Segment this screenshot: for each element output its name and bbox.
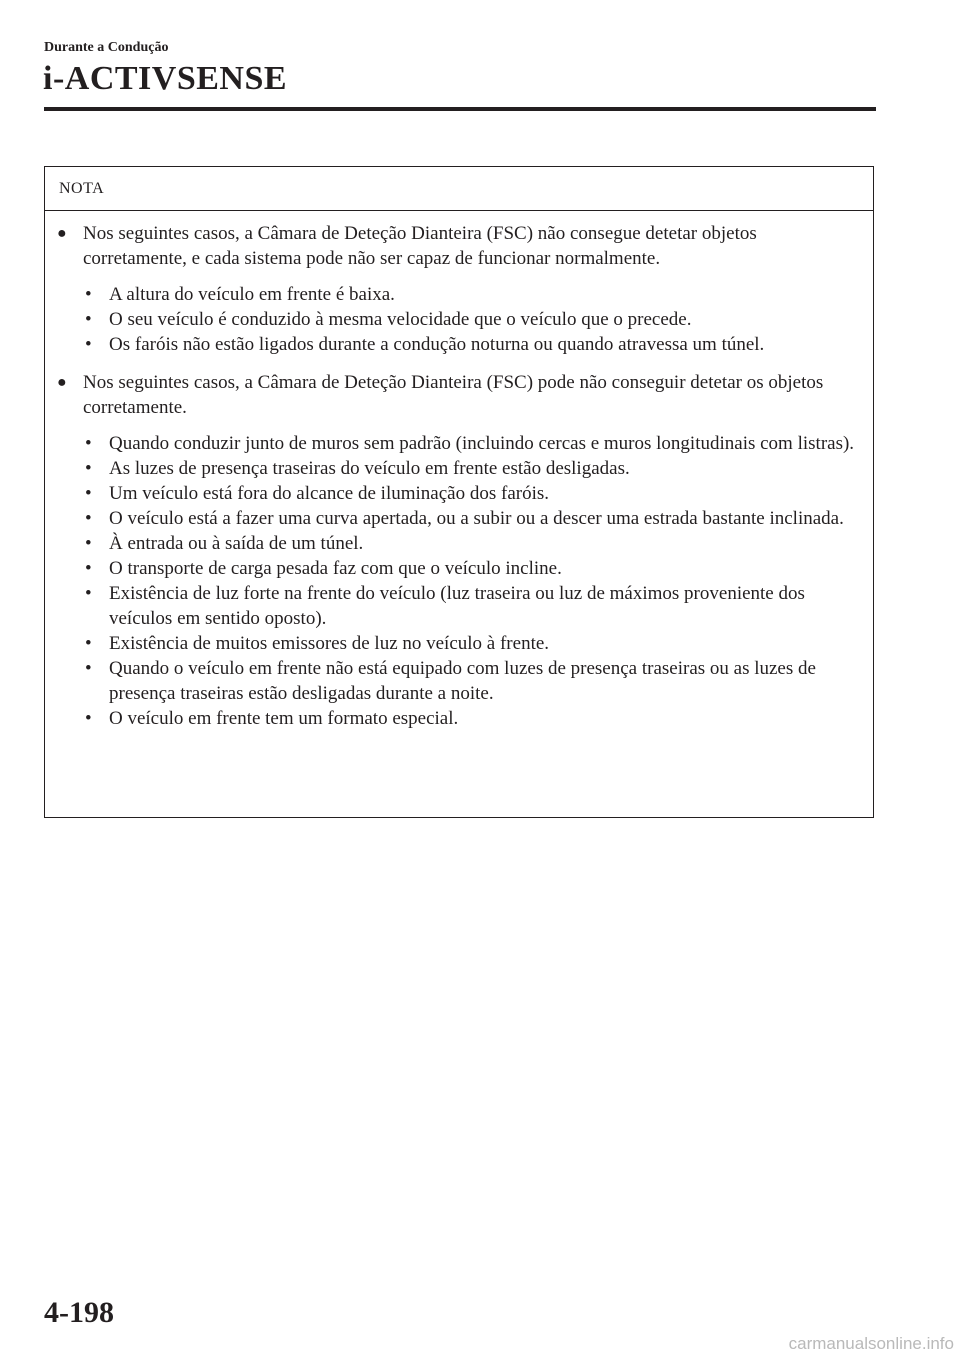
bullet-icon: •	[85, 708, 92, 729]
running-head: Durante a Condução	[44, 40, 169, 55]
title-rule	[44, 107, 876, 111]
list-item	[83, 506, 859, 531]
solid-bullet-icon: ●	[57, 225, 67, 242]
sub-list	[83, 431, 859, 731]
bullet-icon: •	[85, 334, 92, 355]
list-item	[83, 307, 859, 332]
list-item-text: Um veículo está fora do alcance de iluminação dos faróis.	[109, 483, 549, 504]
list-item-text: A altura do veículo em frente é baixa.	[109, 284, 395, 305]
sub-list	[83, 282, 859, 357]
list-item-text: Quando o veículo em frente não está equipado com luzes de presença traseiras ou as luzes de presença traseiras estão desligadas durante a noite.	[109, 658, 816, 704]
bullet-icon: •	[85, 309, 92, 330]
note-item	[45, 370, 873, 731]
page-title: i-ACTIVSENSE	[43, 60, 288, 97]
list-item-text: Existência de luz forte na frente do veículo (luz traseira ou luz de máximos proveniente dos veículos em sentido oposto).	[109, 583, 805, 629]
list-item-text: O transporte de carga pesada faz com que o veículo incline.	[109, 558, 562, 579]
list-item-text: O veículo está a fazer uma curva apertada, ou a subir ou a descer uma estrada bastante inclinada.	[109, 508, 844, 529]
list-item	[83, 656, 859, 706]
list-item	[83, 581, 859, 631]
list-item	[83, 531, 859, 556]
list-item-text: À entrada ou à saída de um túnel.	[109, 533, 364, 554]
list-item-text: Quando conduzir junto de muros sem padrão (incluindo cercas e muros longitudinais com listras).	[109, 433, 855, 454]
bullet-icon: •	[85, 508, 92, 529]
list-item-text: O seu veículo é conduzido à mesma velocidade que o veículo que o precede.	[109, 309, 692, 330]
bullet-icon: •	[85, 558, 92, 579]
list-item	[83, 706, 859, 731]
bullet-icon: •	[85, 483, 92, 504]
note-heading: NOTA	[45, 167, 873, 211]
note-item-text: Nos seguintes casos, a Câmara de Deteção Dianteira (FSC) não consegue detetar objetos corretamente, e cada sistema pode não ser capaz de funcionar normalmente.	[83, 223, 757, 269]
bullet-icon: •	[85, 633, 92, 654]
list-item	[83, 556, 859, 581]
note-item-text: Nos seguintes casos, a Câmara de Deteção Dianteira (FSC) pode não conseguir detetar os objetos corretamente.	[83, 372, 824, 418]
bullet-icon: •	[85, 284, 92, 305]
list-item-text: Os faróis não estão ligados durante a condução noturna ou quando atravessa um túnel.	[109, 334, 765, 355]
list-item	[83, 282, 859, 307]
list-item	[83, 456, 859, 481]
bullet-icon: •	[85, 583, 92, 604]
list-item-text: Existência de muitos emissores de luz no veículo à frente.	[109, 633, 550, 654]
list-item	[83, 631, 859, 656]
list-item	[83, 431, 859, 456]
list-item-text: As luzes de presença traseiras do veículo em frente estão desligadas.	[109, 458, 630, 479]
note-box	[44, 166, 874, 818]
bullet-icon: •	[85, 658, 92, 679]
watermark: carmanualsonline.info	[788, 1334, 954, 1353]
list-item-text: O veículo em frente tem um formato especial.	[109, 708, 459, 729]
list-item	[83, 332, 859, 357]
bullet-icon: •	[85, 433, 92, 454]
note-item	[45, 221, 873, 357]
bullet-icon: •	[85, 533, 92, 554]
page-number: 4-198	[44, 1296, 114, 1329]
solid-bullet-icon: ●	[57, 374, 67, 391]
note-body	[45, 211, 873, 731]
bullet-icon: •	[85, 458, 92, 479]
list-item	[83, 481, 859, 506]
